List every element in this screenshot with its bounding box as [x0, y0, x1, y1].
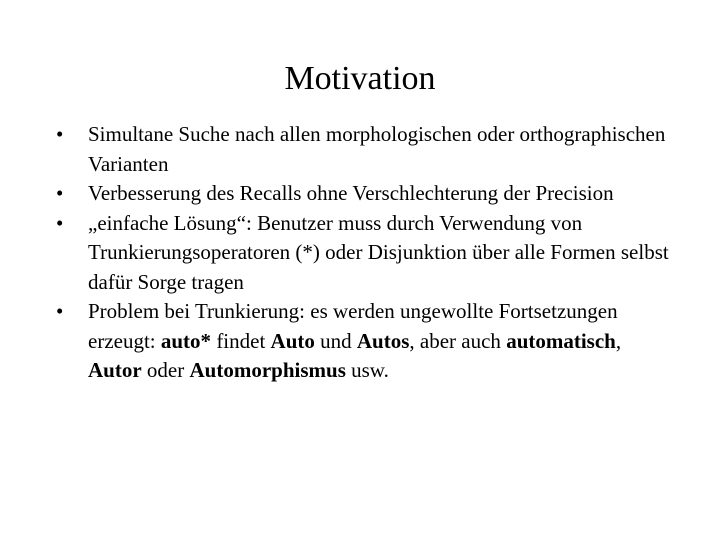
slide-title: Motivation	[284, 60, 436, 97]
text-fragment: Problem bei Trunkierung: es werden ungewollte Fortsetzungen erzeugt:	[88, 299, 618, 353]
bullet-text	[88, 299, 621, 382]
bullet-item	[56, 297, 676, 386]
text-fragment: usw.	[345, 358, 389, 382]
bullet-text: „einfache Lösung“: Benutzer muss durch Verwendung von Trunkierungsoperatoren (*) oder Disjunktion über alle Formen selbst dafür Sorge tragen	[88, 210, 669, 294]
text-fragment: oder	[141, 358, 190, 382]
bold-term: automatisch	[506, 328, 616, 353]
bullet-point-icon: •	[56, 210, 64, 235]
bold-term: Autos	[356, 328, 410, 353]
bold-term: Automorphismus	[189, 358, 346, 382]
bullet-list	[56, 120, 676, 386]
bold-term: Autor	[88, 358, 142, 382]
bullet-item	[56, 179, 676, 209]
bullet-text: Verbesserung des Recalls ohne Verschlechterung der Precision	[88, 181, 614, 205]
bullet-text: Simultane Suche nach allen morphologischen oder orthographischen Varianten	[88, 122, 666, 176]
text-fragment: findet	[211, 328, 271, 353]
bold-term: auto*	[160, 328, 212, 353]
bullet-point-icon: •	[56, 122, 64, 146]
text-fragment: , aber auch	[409, 328, 507, 353]
text-fragment: und	[314, 328, 357, 353]
bold-term: Auto	[270, 328, 315, 353]
bullet-item	[56, 120, 676, 179]
bullet-point-icon: •	[56, 299, 64, 323]
bullet-point-icon: •	[56, 181, 64, 205]
text-fragment: ,	[615, 328, 622, 353]
bullet-item	[56, 209, 676, 298]
